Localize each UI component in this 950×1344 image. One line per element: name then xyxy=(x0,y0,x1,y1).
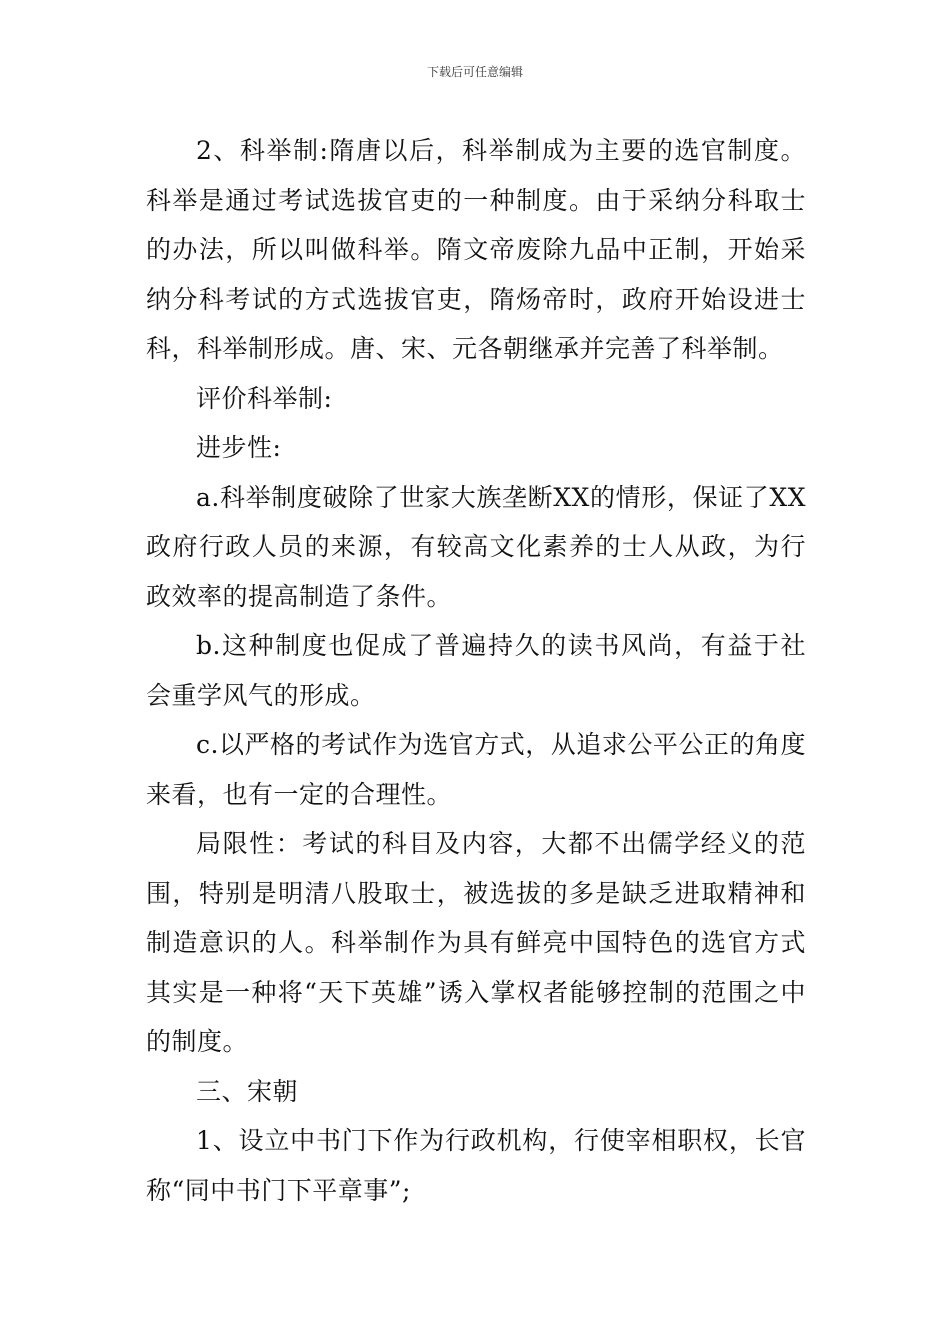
paragraph-limitations: 局限性：考试的科目及内容，大都不出儒学经义的范围，特别是明清八股取士，被选拔的多是缺乏进取精神和制造意识的人。科举制作为具有鲜亮中国特色的选官方式其实是一种将“天下英雄”诱入掌权者能够控制的范围之中的制度。 xyxy=(146,829,806,1056)
paragraph-keju-system: 2、科举制:隋唐以后，科举制成为主要的选官制度。科举是通过考试选拔官吏的一种制度。由于采纳分科取士的办法，所以叫做科举。隋文帝废除九品中正制，开始采纳分科考试的方式选拔官吏，隋炀帝时，政府开始设进士科，科举制形成。唐、宋、元各朝继承并完善了科举制。 xyxy=(146,136,806,363)
page-header-note: 下载后可任意编辑 xyxy=(426,65,523,79)
paragraph-point-b: b.这种制度也促成了普遍持久的读书风尚，有益于社会重学风气的形成。 xyxy=(146,631,806,710)
document-body xyxy=(146,126,806,1215)
paragraph-evaluation-heading: 评价科举制: xyxy=(196,383,333,413)
paragraph-point-c: c.以严格的考试作为选官方式，从追求公平公正的角度来看，也有一定的合理性。 xyxy=(146,730,806,809)
paragraph-point-a: a.科举制度破除了世家大族垄断XX的情形，保证了XX政府行政人员的来源，有较高文化素养的士人从政，为行政效率的提高制造了条件。 xyxy=(146,482,806,611)
paragraph-song-point-1: 1、设立中书门下作为行政机构，行使宰相职权，长官称“同中书门下平章事”; xyxy=(146,1126,806,1205)
section-heading-song-dynasty: 三、宋朝 xyxy=(196,1076,299,1106)
paragraph-progressive-heading: 进步性: xyxy=(196,433,282,462)
